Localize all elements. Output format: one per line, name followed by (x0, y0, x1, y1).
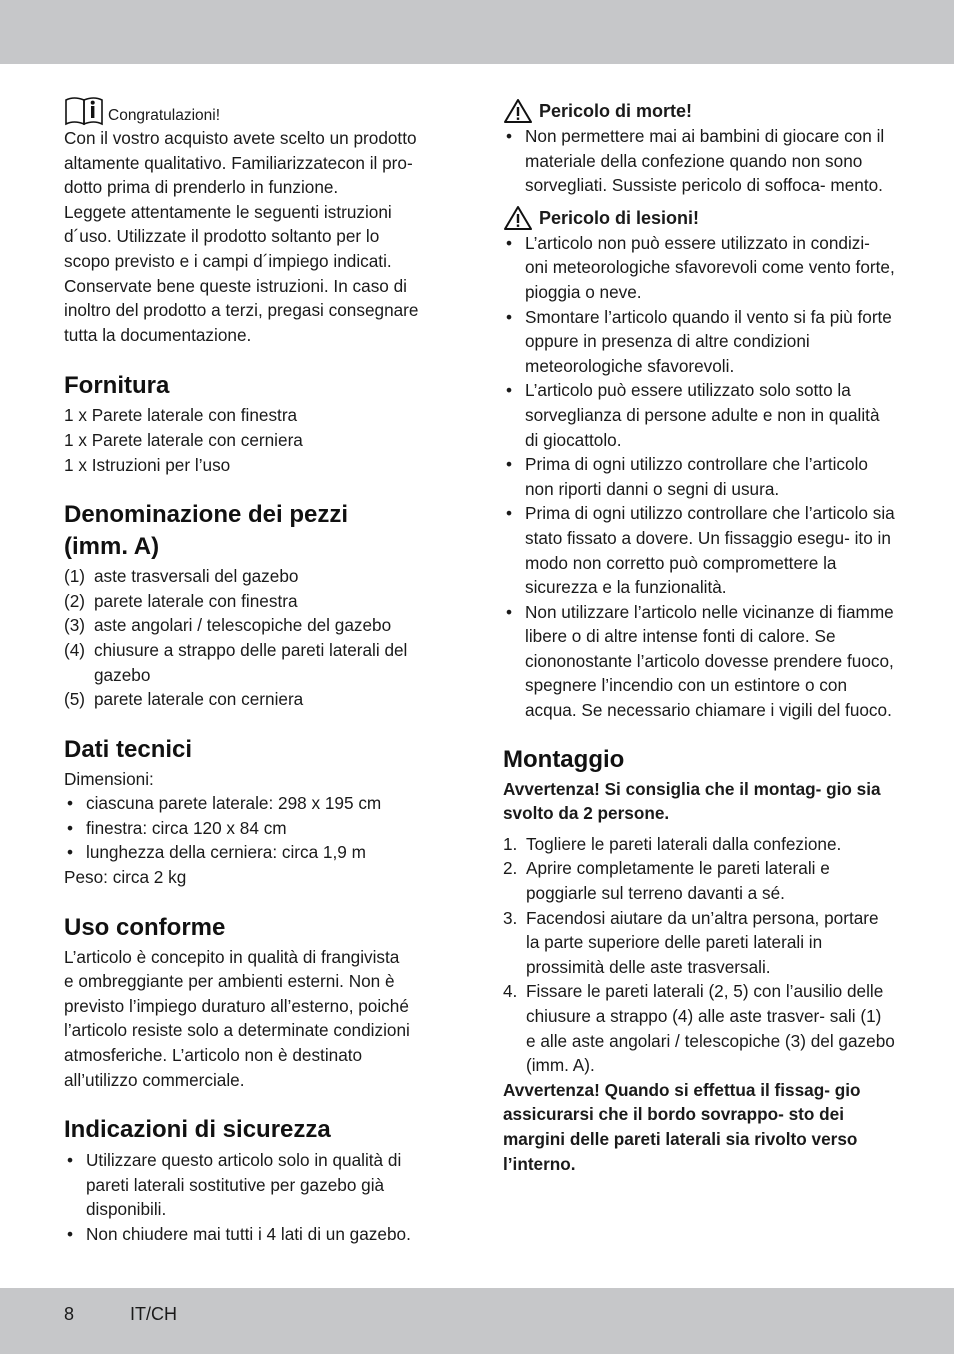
left-column (64, 96, 442, 1247)
header-band (0, 0, 954, 64)
intro-header (64, 96, 442, 126)
list-item: • L’articolo non può essere utilizzato in condizi- oni meteorologiche sfavorevoli come vento forte, pioggia o neve. (503, 231, 895, 305)
montaggio-heading: Montaggio (503, 745, 625, 773)
list-item: • Non utilizzare l’articolo nelle vicinanze di fiamme libere o di altre intense fonti di calore. Se ciononostante l’articolo dovesse prendere fuoco, spegnere l’incendio con un estintore o con acqua. Se necessario chiamare i vigili del fuoco. (503, 600, 895, 723)
montaggio-steps (503, 832, 895, 1078)
list-item: • Non permettere mai ai bambini di giocare con il materiale della confezione quando non sono sorvegliati. Sussiste pericolo di soffoca- mento. (503, 124, 895, 198)
uso-conforme-text: L’articolo è concepito in qualità di frangivista e ombreggiante per ambienti esterni. Non è previsto l’impiego duraturo all’esterno, poiché l’articolo resiste solo a determinate condizioni atmosferiche. L’articolo non è destinato all’utilizzo commerciale. (64, 946, 410, 1090)
info-book-icon (64, 96, 104, 126)
right-column (503, 98, 895, 1176)
greeting: Congratulazioni! (108, 107, 221, 124)
fornitura-list (64, 403, 442, 477)
pericolo-lesioni-heading: Pericolo di lesioni! (503, 205, 895, 231)
part-item: (3) aste angolari / telescopiche del gazebo (64, 615, 392, 636)
step-item: 1. Togliere le pareti laterali dalla confezione. (503, 833, 842, 854)
fornitura-item: 1 x Istruzioni per l’uso (64, 454, 231, 475)
pericolo-morte-heading: Pericolo di morte! (503, 98, 895, 124)
dimensions-list (64, 791, 442, 865)
intro-text: Con il vostro acquisto avete scelto un prodotto altamente qualitativo. Familiarizzatecon il pro- dotto prima di prenderlo in funzione. Leggete attentamente le seguenti istruzioni d´uso. Utilizzate il prodotto soltanto per lo scopo previsto e i campi d´impiego indicati. Conservate bene queste istruzioni. In caso di inoltro del prodotto a terzi, pregasi consegnare tutta la documentazione. (64, 128, 419, 345)
part-item: (1) aste trasversali del gazebo (64, 566, 299, 587)
list-item: • Smontare l’articolo quando il vento si fa più forte oppure in presenza di altre condizioni meteorologiche sfavorevoli. (503, 305, 895, 379)
dati-tecnici-heading: Dati tecnici (64, 735, 193, 763)
denominazione-heading: Denominazione dei pezzi (imm. A) (64, 501, 349, 561)
montaggio-warning: Avvertenza! Quando si effettua il fissag- gio assicurarsi che il bordo sovrappo- sto dei margini delle pareti laterali sia rivolto verso l’interno. (503, 1079, 861, 1174)
warning-triangle-icon (503, 98, 533, 124)
uso-conforme-heading: Uso conforme (64, 913, 226, 941)
fornitura-item: 1 x Parete laterale con cerniera (64, 429, 303, 450)
step-item: 3. Facendosi aiutare da un’altra persona, portare la parte superiore delle pareti laterali in prossimità delle aste trasversali. (503, 907, 879, 977)
part-item: (4) chiusure a strappo delle pareti laterali del gazebo (64, 639, 408, 685)
part-item: (2) parete laterale con finestra (64, 590, 298, 611)
dimensions-label: Dimensioni: (64, 768, 154, 789)
step-item: 4. Fissare le pareti laterali (2, 5) con l’ausilio delle chiusure a strappo (4) alle aste trasver- sali (1) e alle aste angolari / telescopiche (3) del gazebo (imm. A). (503, 981, 895, 1076)
list-item: • ciascuna parete laterale: 298 x 195 cm (64, 791, 442, 816)
parts-list (64, 564, 442, 712)
part-item: (5) parete laterale con cerniera (64, 689, 304, 710)
sicurezza-heading: Indicazioni di sicurezza (64, 1116, 331, 1144)
step-item: 2. Aprire completamente le pareti laterali e poggiarle sul terreno davanti a sé. (503, 858, 830, 904)
fornitura-heading: Fornitura (64, 372, 170, 400)
list-item: • Utilizzare questo articolo solo in qualità di pareti laterali sostitutive per gazebo già disponibili. (64, 1148, 442, 1222)
weight-text: Peso: circa 2 kg (64, 867, 187, 888)
list-item: • lunghezza della cerniera: circa 1,9 m (64, 840, 442, 865)
list-item: • Non chiudere mai tutti i 4 lati di un gazebo. (64, 1222, 442, 1247)
list-item: • Prima di ogni utilizzo controllare che l’articolo sia stato fissato a dovere. Un fissaggio esegu- ito in modo non corretto può compromettere la sicurezza e la funzionalità. (503, 501, 895, 599)
list-item: • Prima di ogni utilizzo controllare che l’articolo non riporti danni o segni di usura. (503, 452, 895, 501)
language-code: IT/CH (130, 1304, 177, 1324)
pericolo-morte-list (503, 124, 895, 198)
page-number: 8 (64, 1304, 75, 1324)
montaggio-note: Avvertenza! Si consiglia che il montag- gio sia svolto da 2 persone. (503, 778, 881, 824)
warning-triangle-icon (503, 205, 533, 231)
sicurezza-list (64, 1148, 442, 1246)
list-item: • finestra: circa 120 x 84 cm (64, 816, 442, 841)
pericolo-lesioni-list (503, 231, 895, 723)
fornitura-item: 1 x Parete laterale con finestra (64, 405, 298, 426)
list-item: • L’articolo può essere utilizzato solo sotto la sorveglianza di persone adulte e non in qualità di giocattolo. (503, 378, 895, 452)
